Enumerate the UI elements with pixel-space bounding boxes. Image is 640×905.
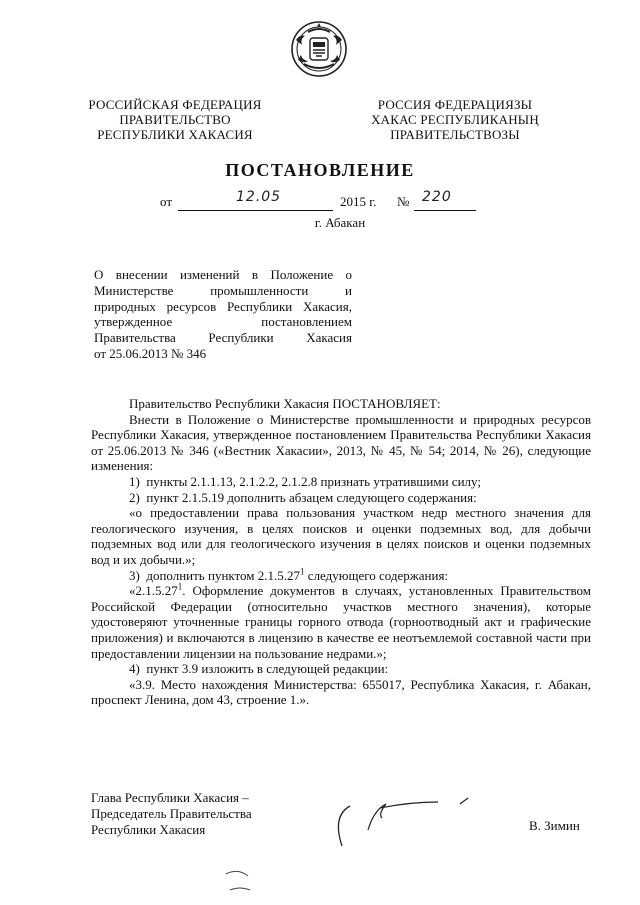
scan-mark bbox=[222, 866, 262, 896]
resolution-intro: Правительство Республики Хакасия ПОСТАНОВЛЯЕТ: bbox=[129, 396, 441, 411]
number-underline bbox=[414, 210, 476, 211]
body-paragraph: Внести в Положение о Министерстве промышленности и природных ресурсов Республики Хакасия, утвержденное постановлением Правительства Республики Хакасия от 25.06.2013 № 346 («Вестник Хакасии», 2013, № 45, № 54; 2014, № 26), следующие изменения: bbox=[91, 411, 591, 474]
amendment-item-3-text-end: следующего содержания: bbox=[304, 567, 449, 583]
document-body bbox=[91, 396, 591, 708]
document-title: ПОСТАНОВЛЕНИЕ bbox=[225, 160, 415, 180]
subject-line: утвержденное постановлением bbox=[94, 314, 352, 330]
amendment-item-3-text: 3) дополнить пунктом 2.1.5.27 bbox=[129, 567, 301, 583]
subject-line: О внесении изменений в Положение о bbox=[94, 267, 352, 282]
signatory-position bbox=[91, 790, 291, 837]
number-handwritten: 220 bbox=[422, 189, 452, 205]
header-russian bbox=[70, 97, 280, 142]
superscript: 1 bbox=[177, 581, 183, 592]
amendment-quote-2-start: «2.1.5.27 bbox=[129, 583, 178, 599]
subject-block bbox=[94, 267, 352, 362]
number-sign: № bbox=[397, 194, 410, 209]
date-prefix: от bbox=[160, 194, 173, 209]
header-right-line-3: ПРАВИТЕЛЬСТВОЗЫ bbox=[390, 127, 520, 142]
header-right-line-1: РОССИЯ ФЕДЕРАЦИЯЗЫ bbox=[377, 97, 533, 112]
date-underline bbox=[178, 210, 333, 211]
amendment-item-4: 4) пункт 3.9 изложить в следующей редакции: bbox=[129, 661, 389, 677]
date-handwritten: 12.05 bbox=[236, 189, 282, 205]
header-left-line-2: ПРАВИТЕЛЬСТВО bbox=[119, 112, 231, 127]
superscript: 1 bbox=[300, 566, 305, 577]
signatory-line: Председатель Правительства bbox=[91, 805, 252, 821]
subject-line: от 25.06.2013 № 346 bbox=[94, 345, 207, 361]
amendment-quote-3: «3.9. Место нахождения Министерства: 655017, Республика Хакасия, г. Абакан, проспект Ленина, дом 43, строение 1.». bbox=[91, 676, 591, 708]
subject-line: Министерстве промышленности и bbox=[94, 282, 352, 298]
year-label: 2015 г. bbox=[340, 194, 377, 209]
signatory-name: В. Зимин bbox=[529, 818, 580, 833]
header-khakas bbox=[355, 97, 555, 142]
header-left-line-1: РОССИЙСКАЯ ФЕДЕРАЦИЯ bbox=[88, 97, 262, 112]
signatory-line: Глава Республики Хакасия – bbox=[91, 790, 249, 805]
subject-line: Правительства Республики Хакасия bbox=[94, 330, 352, 346]
header-left-line-3: РЕСПУБЛИКИ ХАКАСИЯ bbox=[97, 127, 253, 142]
amendment-item-3 bbox=[91, 568, 591, 584]
header-right-line-2: ХАКАС РЕСПУБЛИКАНЫҢ bbox=[371, 112, 539, 127]
amendment-item-1: 1) пункты 2.1.1.13, 2.1.2.2, 2.1.2.8 признать утратившими силу; bbox=[129, 473, 481, 489]
signatory-line: Республики Хакасия bbox=[91, 821, 206, 837]
city-label: г. Абакан bbox=[314, 215, 366, 230]
amendment-item-2: 2) пункт 2.1.5.19 дополнить абзацем следующего содержания: bbox=[129, 489, 477, 505]
amendment-quote-1: «о предоставлении права пользования участком недр местного значения для геологического изучения, в целях поисков и оценки подземных вод, для добычи подземных вод или для геологического изучения в целях поисков и оценки подземных вод и их добычи.»; bbox=[91, 505, 591, 567]
subject-line: природных ресурсов Республики Хакасия, bbox=[94, 298, 352, 314]
handwritten-signature bbox=[320, 786, 490, 856]
coat-of-arms-emblem bbox=[290, 20, 348, 78]
amendment-quote-2 bbox=[91, 583, 591, 661]
amendment-quote-2-text: . Оформление документов в случаях, установленных Правительством Российской Федерации (относительно участков местного значения), которые удостоверяют уточненные границы горного отвода (горноотводный акт и графические приложения) и включаются в лицензию в качестве ее неотъемлемой составной части при предоставлении лицензии на пользование недрами.»; bbox=[91, 583, 591, 661]
